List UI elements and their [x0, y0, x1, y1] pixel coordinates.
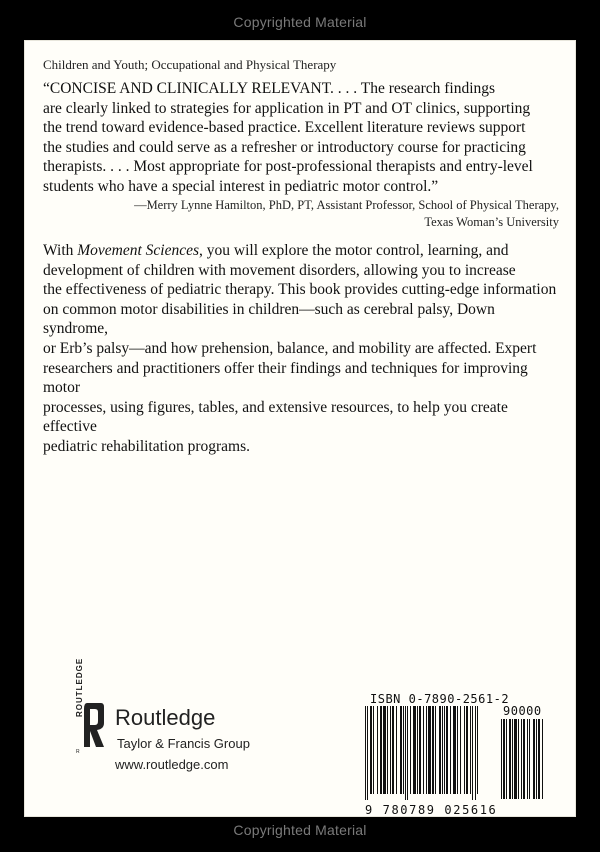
barcode-bar: [521, 719, 522, 799]
barcode-bar: [387, 706, 388, 794]
barcode-bar: [512, 719, 513, 799]
barcode-bar: [475, 706, 476, 800]
barcode-bar: [392, 706, 394, 794]
description-line: processes, using figures, tables, and extensive resources, to help you create effective: [43, 398, 508, 436]
series-label: Children and Youth; Occupational and Physical Therapy: [43, 57, 337, 72]
barcode-bar: [442, 706, 443, 794]
back-cover: [24, 40, 576, 817]
barcode-bar: [529, 719, 530, 799]
barcode-bar: [396, 706, 397, 794]
barcode-bar: [365, 706, 366, 800]
description-line: or Erb’s palsy—and how prehension, balance, and mobility are affected. Expert: [43, 339, 537, 357]
barcode-bar: [373, 706, 374, 794]
barcode-bar: [417, 706, 418, 794]
barcode-bar: [477, 706, 478, 794]
description-line: pediatric rehabilitation programs.: [43, 437, 251, 455]
description-line: the effectiveness of pediatric therapy. This book provides cutting-edge information: [43, 281, 557, 299]
publisher-name: Routledge: [115, 705, 216, 730]
publisher-group: Taylor & Francis Group: [117, 736, 250, 751]
ean-barcode: [365, 706, 495, 802]
watermark-bottom: Copyrighted Material: [233, 822, 367, 838]
barcode-bar: [419, 706, 421, 794]
book-description: [43, 241, 563, 457]
barcode-bar: [509, 719, 511, 799]
barcode-bar: [466, 706, 468, 794]
barcode-bar: [367, 706, 368, 800]
svg-text:R: R: [76, 749, 80, 755]
barcode-bar: [428, 706, 431, 794]
price-addon-label: 90000: [503, 704, 542, 718]
barcode-bar: [383, 706, 386, 794]
barcode-bar: [407, 706, 408, 800]
barcode-bar: [380, 706, 382, 794]
book-title-italic: Movement Sciences: [77, 242, 200, 259]
barcode-bar: [426, 706, 427, 794]
barcode-bar: [503, 719, 505, 799]
barcode-bar: [470, 706, 471, 794]
quote-line: therapists. . . . Most appropriate for post-professional therapists and entry-level: [43, 158, 533, 175]
barcode-bar: [536, 719, 537, 799]
quote-line: are clearly linked to strategies for application in PT and OT clinics, supporting: [43, 99, 531, 117]
ean-digits: 9 780789 025616: [365, 803, 498, 817]
barcode-bar: [538, 719, 540, 799]
barcode-bar: [460, 706, 461, 794]
isbn-label: ISBN 0-7890-2561-2: [370, 692, 510, 706]
barcode-bar: [413, 706, 416, 794]
quote-line: “CONCISE AND CLINICALLY RELEVANT. . . . The research findings: [43, 80, 496, 97]
description-line: [43, 241, 563, 261]
description-intro: With: [43, 242, 78, 259]
barcode-bar: [377, 706, 378, 794]
barcode-bar: [506, 719, 507, 799]
attribution-line: Texas Woman’s University: [424, 215, 559, 229]
barcode-bar: [432, 706, 434, 794]
barcode-bar: [444, 706, 445, 794]
barcode-bar: [435, 706, 436, 794]
description-line: on common motor disabilities in children—such as cerebral palsy, Down syndrome,: [43, 300, 495, 338]
barcode-bar: [523, 719, 525, 799]
publisher-url: www.routledge.com: [115, 757, 229, 772]
barcode-bar: [446, 706, 448, 794]
barcode-bar: [518, 719, 519, 799]
description-line: researchers and practitioners offer their findings and techniques for improving motor: [43, 359, 528, 397]
barcode-bar: [403, 706, 404, 794]
barcode-bar: [450, 706, 451, 794]
barcode-bar: [542, 719, 543, 799]
barcode-bar: [457, 706, 458, 794]
attribution-line: —Merry Lynne Hamilton, PhD, PT, Assistant Professor, School of Physical Therapy,: [134, 198, 559, 212]
barcode-bar: [400, 706, 402, 794]
quote-line: the trend toward evidence-based practice. Excellent literature reviews support: [43, 119, 526, 136]
barcode-bar: [533, 719, 535, 799]
endorsement-quote: [43, 79, 563, 196]
barcode-bar: [405, 706, 406, 800]
barcode-bar: [527, 719, 528, 799]
barcode-bar: [453, 706, 456, 794]
barcode-bar: [464, 706, 465, 794]
quote-attribution: [59, 197, 559, 231]
barcode-bar: [390, 706, 391, 794]
publisher-vertical-text: ROUTLEDGE: [75, 657, 84, 717]
barcode-bar: [439, 706, 441, 794]
barcode-bar: [423, 706, 424, 794]
quote-line: students who have a special interest in pediatric motor control.”: [43, 177, 439, 195]
barcode-bar: [370, 706, 372, 794]
watermark-top: Copyrighted Material: [233, 14, 367, 30]
barcode-bar: [472, 706, 473, 800]
quote-line: the studies and could serve as a refresher or introductory course for practicing: [43, 138, 526, 156]
description-line: development of children with movement disorders, allowing you to increase: [43, 261, 516, 279]
barcode-bar: [514, 719, 517, 799]
addon-barcode: [501, 719, 553, 803]
description-line1-rest: , you will explore the motor control, learning, and: [199, 242, 509, 259]
barcode-bar: [410, 706, 411, 794]
barcode-bar: [501, 719, 502, 799]
